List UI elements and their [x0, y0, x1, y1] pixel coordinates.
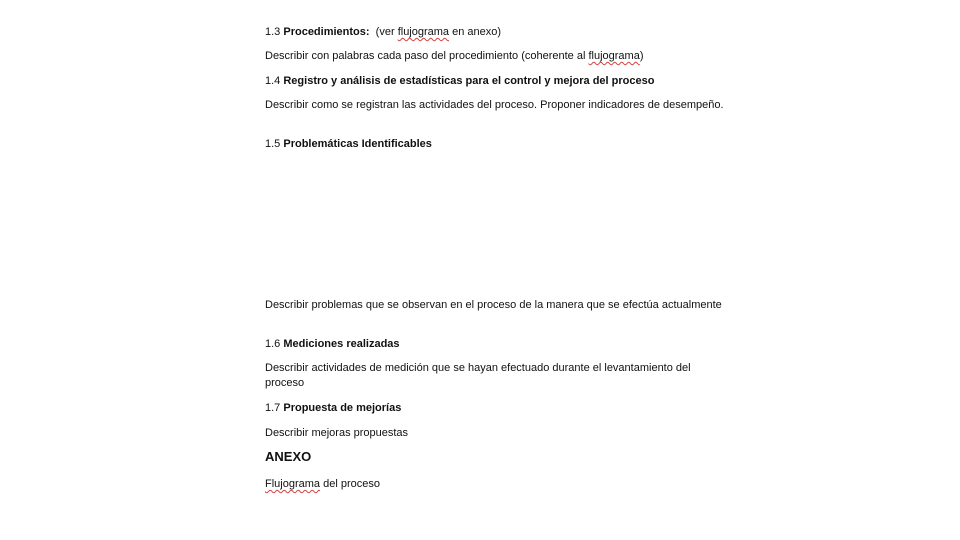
spellcheck-word: Flujograma — [265, 478, 321, 490]
section-1-3-body — [265, 49, 735, 64]
section-1-5-heading — [265, 137, 735, 152]
section-1-7-heading — [265, 401, 735, 416]
section-title: Procedimientos: — [283, 26, 370, 38]
section-1-3-heading — [265, 25, 735, 40]
section-number: 1.3 — [265, 26, 281, 38]
spellcheck-word: flujograma — [397, 26, 450, 38]
body-text: Describir con palabras cada paso del procedimiento (coherente al — [265, 50, 586, 62]
anexo-heading: ANEXO — [265, 449, 312, 464]
section-1-5-body: Describir problemas que se observan en el proceso de la manera que se efectúa actualmente — [265, 299, 722, 311]
section-number: 1.6 — [265, 338, 281, 350]
section-title: Problemáticas Identificables — [283, 138, 432, 150]
section-note-end: en anexo) — [452, 26, 502, 38]
section-note: (ver — [375, 26, 395, 38]
section-number: 1.4 — [265, 75, 281, 87]
spellcheck-word: flujograma — [588, 50, 640, 62]
anexo-body — [265, 477, 735, 492]
section-number: 1.7 — [265, 402, 281, 414]
section-title: Mediciones realizadas — [283, 338, 400, 350]
body-text: del proceso — [323, 478, 380, 490]
body-text-end: ) — [639, 50, 644, 62]
section-1-6-body: Describir actividades de medición que se hayan efectuado durante el levantamiento del proceso — [265, 362, 691, 389]
section-1-7-body: Describir mejoras propuestas — [265, 427, 409, 439]
section-1-4-body: Describir como se registran las actividades del proceso. Proponer indicadores de desempeño. — [265, 99, 724, 111]
section-1-6-heading — [265, 337, 735, 352]
section-title: Registro y análisis de estadísticas para el control y mejora del proceso — [283, 75, 655, 87]
section-title: Propuesta de mejorías — [283, 402, 402, 414]
section-1-4-heading — [265, 74, 735, 89]
section-number: 1.5 — [265, 138, 281, 150]
